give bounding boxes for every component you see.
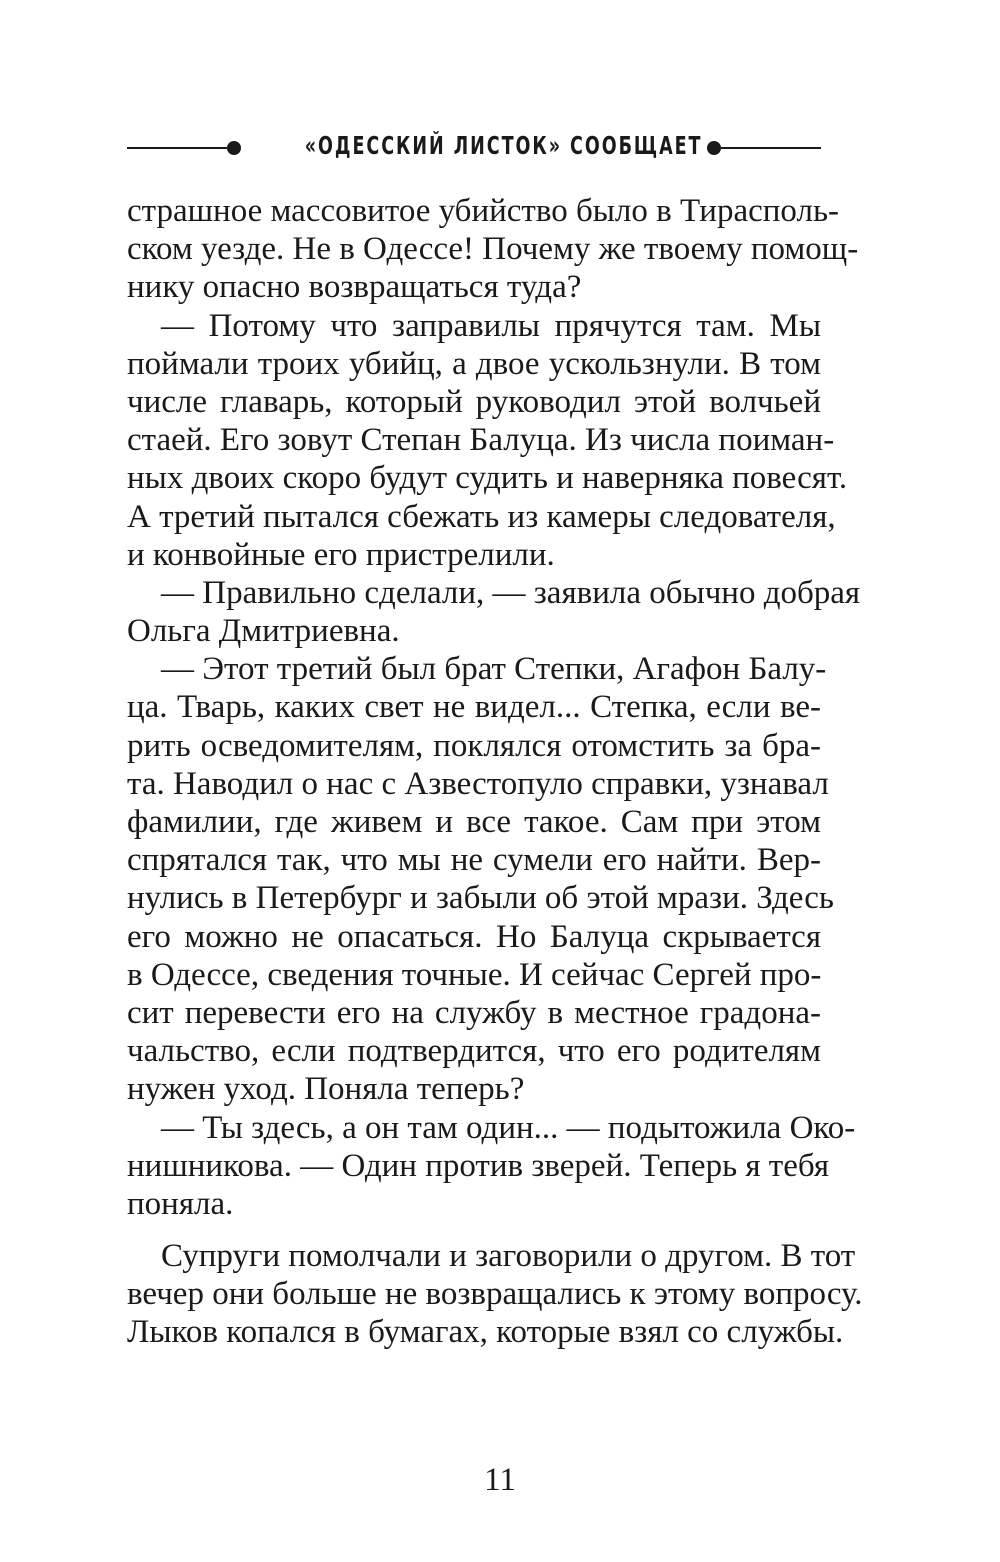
text-line: нику опасно возвращаться туда? (127, 269, 582, 306)
text-line: стаей. Его зовут Степан Балуца. Из числа поиман- (127, 422, 835, 459)
text-line: ском уезде. Не в Одессе! Почему же твоему помощ- (127, 231, 859, 268)
text-line: рить осведомителям, поклялся отомстить за бра- (127, 727, 821, 764)
body-text (127, 192, 863, 1352)
text-line: числе главарь, который руководил этой волчьей (127, 383, 821, 420)
text-line: нужен уход. Поняла теперь? (127, 1071, 525, 1108)
text-line: — Этот третий был брат Степки, Агафон Балу- (161, 651, 827, 688)
header-bullet-right (707, 141, 721, 155)
text-line: поняла. (127, 1185, 234, 1222)
text-line: Ольга Дмитриевна. (127, 613, 400, 650)
text-line: сит перевести его на службу в местное градона- (127, 994, 821, 1031)
text-line: и конвойные его пристрелили. (127, 536, 555, 573)
text-line: нулись в Петербург и забыли об этой мрази. Здесь (127, 880, 834, 917)
text-line: поймали троих убийц, а двое ускользнули. В том (127, 345, 821, 382)
page-number: 11 (484, 1462, 516, 1498)
section-break (127, 1223, 821, 1237)
text-line: — Потому что заправилы прячутся там. Мы (161, 307, 821, 344)
text-line: — Правильно сделали, — заявила обычно добрая (161, 574, 861, 611)
text-line: ных двоих скоро будут судить и наверняка повесят. (127, 460, 848, 497)
text-line: А третий пытался сбежать из камеры следователя, (127, 498, 836, 535)
text-line: Супруги помолчали и заговорили о другом. В тот (161, 1238, 856, 1275)
header-rule-right (721, 147, 821, 149)
text-line: — Ты здесь, а он там один... — подытожила Око- (161, 1109, 856, 1146)
running-title: «ОДЕССКИЙ ЛИСТОК» СООБЩАЕТ (304, 131, 703, 160)
text-line: спрятался так, что мы не сумели его найти. Вер- (127, 842, 821, 879)
text-line: в Одессе, сведения точные. И сейчас Сергей про- (127, 956, 822, 993)
text-line: чальство, если подтвердится, что его родителям (127, 1033, 821, 1070)
text-line: нишникова. — Один против зверей. Теперь я тебя (127, 1147, 830, 1184)
text-line: фамилии, где живем и все такое. Сам при этом (127, 804, 821, 840)
text-line: его можно не опасаться. Но Балуца скрывается (127, 918, 821, 955)
header-rule-left (127, 147, 227, 149)
header-bullet-left (227, 141, 241, 155)
text-line: ца. Тварь, каких свет не видел... Степка, если ве- (127, 689, 821, 726)
text-line: страшное массовитое убийство было в Тирасполь- (127, 193, 839, 229)
text-line: вечер они больше не возвращались к этому вопросу. (127, 1276, 863, 1313)
text-line: Лыков копался в бумагах, которые взял со службы. (127, 1314, 844, 1351)
text-line: та. Наводил о нас с Азвестопуло справки, узнавал (127, 765, 829, 802)
running-header (127, 129, 821, 169)
